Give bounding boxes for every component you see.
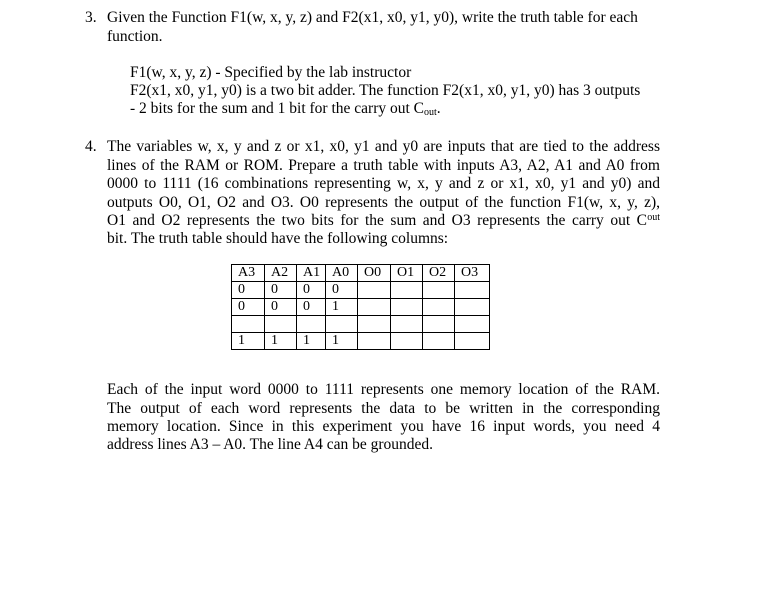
- item-4-line-3: 0000 to 1111 (16 combinations representing w, x, y and z or x1, x0, y1 and y0) and: [107, 175, 660, 192]
- table-cell: 0: [265, 282, 297, 299]
- f1-definition: F1(w, x, y, z) - Specified by the lab instructor: [130, 64, 412, 81]
- item-4-line-2: lines of the RAM or ROM. Prepare a truth table with inputs A3, A2, A1 and A0 from: [107, 156, 660, 174]
- table-cell: [455, 316, 490, 333]
- table-cell: [297, 316, 326, 333]
- table-cell: [455, 333, 490, 350]
- header-o1: O1: [391, 265, 423, 282]
- header-a0: A0: [326, 265, 358, 282]
- header-o3: O3: [455, 265, 490, 282]
- closing-last-line: address lines A3 – A0. The line A4 can be grounded.: [107, 436, 434, 453]
- table-cell: [232, 316, 265, 333]
- table-cell: [391, 316, 423, 333]
- f2-line-2-period: .: [436, 100, 441, 117]
- table-cell: 0: [265, 299, 297, 316]
- table-cell: [358, 282, 391, 299]
- closing-line-2: The output of each word represents the data to be written in the corresponding: [107, 399, 660, 417]
- table-cell: [391, 299, 423, 316]
- header-o2: O2: [423, 265, 455, 282]
- table-row: [232, 282, 490, 299]
- table-cell: 1: [326, 333, 358, 350]
- table-cell: 1: [297, 333, 326, 350]
- header-a2: A2: [265, 265, 297, 282]
- table-cell: [358, 299, 391, 316]
- item-3-number: 3.: [85, 9, 97, 26]
- truth-table: [231, 264, 490, 350]
- table-cell: 0: [326, 282, 358, 299]
- table-cell: 1: [265, 333, 297, 350]
- table-cell: 1: [232, 333, 265, 350]
- header-a3: A3: [232, 265, 265, 282]
- item-4-line-4: outputs O0, O1, O2 and O3. O0 represents the output of the function F1(w, x, y, z),: [107, 193, 660, 211]
- table-cell: [391, 333, 423, 350]
- table-row: [232, 316, 490, 333]
- table-row: [232, 299, 490, 316]
- table-cell: [265, 316, 297, 333]
- table-cell: 1: [326, 299, 358, 316]
- table-cell: [391, 282, 423, 299]
- table-cell: [423, 282, 455, 299]
- item-4-line-5: [107, 212, 660, 230]
- table-cell: 0: [297, 282, 326, 299]
- item-3-line-1: Given the Function F1(w, x, y, z) and F2(x1, x0, y1, y0), write the truth table for each: [107, 9, 638, 26]
- header-a1: A1: [297, 265, 326, 282]
- table-cell: [423, 299, 455, 316]
- item-4-line-5-text: O1 and O2 represents the two bits for the sum and O3 represents the carry out C: [107, 212, 647, 229]
- item-4-line-1: The variables w, x, y and z or x1, x0, y1 and y0 are inputs that are tied to the address: [107, 138, 660, 155]
- table-cell: 0: [232, 299, 265, 316]
- table-cell: [455, 299, 490, 316]
- table-cell: [455, 282, 490, 299]
- table-header-row: [232, 265, 490, 282]
- item-4-paragraph: [107, 138, 660, 212]
- item-4-number: 4.: [85, 138, 97, 155]
- table-cell: 0: [232, 282, 265, 299]
- header-o0: O0: [358, 265, 391, 282]
- table-cell: [358, 333, 391, 350]
- table-cell: 0: [297, 299, 326, 316]
- closing-line-3: memory location. Since in this experiment you have 16 input words, you need 4: [107, 418, 660, 435]
- closing-line-1: Each of the input word 0000 to 1111 represents one memory location of the RAM.: [107, 381, 660, 398]
- f2-definition-line-1: F2(x1, x0, y1, y0) is a two bit adder. The function F2(x1, x0, y1, y0) has 3 outputs: [130, 82, 641, 99]
- table-cell: [423, 316, 455, 333]
- table-cell: [358, 316, 391, 333]
- cout-subscript: out: [424, 107, 437, 118]
- table-row: [232, 333, 490, 350]
- item-3-line-2: function.: [107, 28, 163, 45]
- item-4-last-line: bit. The truth table should have the following columns:: [107, 230, 449, 247]
- f2-definition-line-2: [130, 100, 441, 118]
- cout-subscript-2: out: [647, 212, 660, 223]
- f2-line-2-text: - 2 bits for the sum and 1 bit for the carry out C: [130, 100, 425, 117]
- table-cell: [326, 316, 358, 333]
- table-cell: [423, 333, 455, 350]
- closing-paragraph: [107, 381, 660, 437]
